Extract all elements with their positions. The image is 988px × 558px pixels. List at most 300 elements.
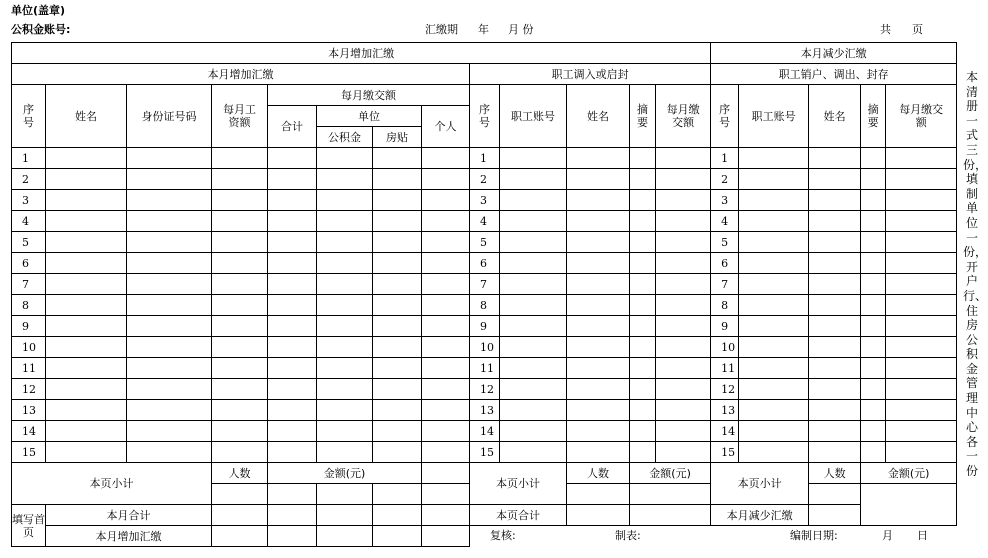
- empty-cell: [268, 211, 317, 232]
- empty-cell: [886, 211, 957, 232]
- empty-cell: [886, 379, 957, 400]
- row-number: 12: [12, 379, 46, 400]
- first-page-label: 填写首页: [12, 505, 46, 547]
- empty-cell: [127, 421, 212, 442]
- empty-cell: [861, 211, 886, 232]
- empty-cell: [46, 169, 127, 190]
- page-label: 页: [912, 23, 923, 36]
- empty-cell: [886, 400, 957, 421]
- empty-cell: [630, 421, 656, 442]
- col-monthly-pay-decrease: 每月缴交额: [886, 85, 957, 148]
- empty-cell: [809, 274, 861, 295]
- empty-cell: [656, 295, 711, 316]
- empty-cell: [630, 232, 656, 253]
- empty-cell: [212, 316, 268, 337]
- empty-cell: [567, 211, 630, 232]
- empty-cell: [212, 442, 268, 463]
- empty-cell: [500, 274, 567, 295]
- empty-cell: [656, 421, 711, 442]
- subtotal-amount-label: 金额(元): [268, 463, 422, 484]
- empty-cell: [739, 421, 809, 442]
- row-number: 13: [711, 400, 739, 421]
- empty-cell: [373, 274, 422, 295]
- empty-cell: [630, 295, 656, 316]
- empty-cell: [630, 442, 656, 463]
- empty-cell: [656, 253, 711, 274]
- row-number: 11: [711, 358, 739, 379]
- empty-cell: [127, 169, 212, 190]
- empty-cell: [317, 379, 373, 400]
- empty-cell: [500, 148, 567, 169]
- row-number: 15: [12, 442, 46, 463]
- empty-cell: [567, 232, 630, 253]
- increase-group-title: 本月增加汇缴: [12, 43, 711, 64]
- empty-cell: [373, 442, 422, 463]
- blank-cell: [567, 484, 630, 505]
- row-number: 13: [470, 400, 500, 421]
- row-number: 10: [12, 337, 46, 358]
- table-row: [12, 316, 957, 337]
- empty-cell: [373, 169, 422, 190]
- empty-cell: [127, 190, 212, 211]
- row-number: 3: [470, 190, 500, 211]
- row-number: 13: [12, 400, 46, 421]
- empty-cell: [809, 190, 861, 211]
- total-label: 共: [880, 23, 891, 36]
- page-subtotal-label: 本页小计: [12, 463, 212, 505]
- empty-cell: [317, 400, 373, 421]
- col-fund: 公积金: [317, 127, 373, 148]
- empty-cell: [268, 358, 317, 379]
- empty-cell: [809, 253, 861, 274]
- col-subsidy: 房贴: [373, 127, 422, 148]
- empty-cell: [656, 190, 711, 211]
- empty-cell: [886, 169, 957, 190]
- row-number: 9: [12, 316, 46, 337]
- table-row: [12, 421, 957, 442]
- empty-cell: [422, 274, 470, 295]
- row-number: 12: [711, 379, 739, 400]
- increase-subtitle: 本月增加汇缴: [12, 64, 470, 85]
- empty-cell: [500, 400, 567, 421]
- empty-cell: [809, 232, 861, 253]
- empty-cell: [422, 211, 470, 232]
- row-number: 10: [711, 337, 739, 358]
- empty-cell: [422, 148, 470, 169]
- row-number: 3: [711, 190, 739, 211]
- empty-cell: [373, 400, 422, 421]
- empty-cell: [268, 295, 317, 316]
- row-number: 5: [470, 232, 500, 253]
- empty-cell: [268, 148, 317, 169]
- empty-cell: [46, 358, 127, 379]
- empty-cell: [809, 442, 861, 463]
- empty-cell: [373, 148, 422, 169]
- empty-cell: [500, 337, 567, 358]
- col-unit: 单位: [317, 106, 422, 127]
- row-number: 12: [470, 379, 500, 400]
- empty-cell: [268, 316, 317, 337]
- empty-cell: [46, 232, 127, 253]
- table-row: [12, 358, 957, 379]
- empty-cell: [500, 232, 567, 253]
- row-number: 5: [711, 232, 739, 253]
- col-monthly-wage: 每月工资额: [212, 85, 268, 148]
- empty-cell: [422, 316, 470, 337]
- empty-cell: [500, 358, 567, 379]
- empty-cell: [373, 421, 422, 442]
- empty-cell: [212, 379, 268, 400]
- empty-cell: [317, 295, 373, 316]
- empty-cell: [739, 442, 809, 463]
- row-number: 1: [12, 148, 46, 169]
- empty-cell: [809, 400, 861, 421]
- empty-cell: [861, 253, 886, 274]
- empty-cell: [630, 379, 656, 400]
- empty-cell: [567, 295, 630, 316]
- empty-cell: [630, 400, 656, 421]
- empty-cell: [809, 379, 861, 400]
- empty-cell: [46, 148, 127, 169]
- table-row: [12, 253, 957, 274]
- empty-cell: [630, 190, 656, 211]
- empty-cell: [656, 232, 711, 253]
- empty-cell: [268, 169, 317, 190]
- empty-cell: [861, 358, 886, 379]
- empty-cell: [656, 211, 711, 232]
- empty-cell: [268, 400, 317, 421]
- empty-cell: [739, 295, 809, 316]
- empty-cell: [373, 337, 422, 358]
- row-number: 2: [470, 169, 500, 190]
- empty-cell: [809, 169, 861, 190]
- empty-cell: [630, 358, 656, 379]
- row-number: 15: [470, 442, 500, 463]
- row-number: 14: [711, 421, 739, 442]
- blank-cell: [317, 526, 373, 547]
- row-number: 7: [470, 274, 500, 295]
- blank-cell: [422, 526, 470, 547]
- empty-cell: [212, 232, 268, 253]
- empty-cell: [630, 211, 656, 232]
- year-label: 年: [478, 23, 489, 36]
- empty-cell: [886, 337, 957, 358]
- table-row: [12, 232, 957, 253]
- empty-cell: [567, 358, 630, 379]
- empty-cell: [567, 148, 630, 169]
- empty-cell: [861, 337, 886, 358]
- empty-cell: [268, 442, 317, 463]
- empty-cell: [886, 148, 957, 169]
- empty-cell: [373, 316, 422, 337]
- empty-cell: [656, 148, 711, 169]
- empty-cell: [886, 442, 957, 463]
- blank-cell: [373, 526, 422, 547]
- empty-cell: [739, 379, 809, 400]
- empty-cell: [127, 358, 212, 379]
- empty-cell: [656, 400, 711, 421]
- month-decrease-label: 本月减少汇缴: [711, 505, 809, 526]
- col-personal: 个人: [422, 106, 470, 148]
- blank-cell: [630, 484, 711, 505]
- blank-cell: [630, 505, 711, 526]
- empty-cell: [656, 169, 711, 190]
- empty-cell: [422, 379, 470, 400]
- blank-cell: [373, 505, 422, 526]
- empty-cell: [127, 148, 212, 169]
- empty-cell: [567, 190, 630, 211]
- table-row: [12, 400, 957, 421]
- empty-cell: [861, 442, 886, 463]
- empty-cell: [500, 253, 567, 274]
- empty-cell: [886, 253, 957, 274]
- col-seq-transfer: 序号: [470, 85, 500, 148]
- empty-cell: [567, 169, 630, 190]
- transfer-subtitle: 职工调入或启封: [470, 64, 711, 85]
- col-monthly-pay-transfer: 每月缴交额: [656, 85, 711, 148]
- empty-cell: [500, 211, 567, 232]
- empty-cell: [317, 274, 373, 295]
- date-day-label: 日: [917, 529, 928, 542]
- row-number: 11: [470, 358, 500, 379]
- date-label: 编制日期:: [790, 529, 838, 542]
- blank-cell: [861, 484, 957, 526]
- table-row: [12, 379, 957, 400]
- empty-cell: [739, 232, 809, 253]
- empty-cell: [656, 316, 711, 337]
- row-number: 9: [470, 316, 500, 337]
- empty-cell: [809, 421, 861, 442]
- empty-cell: [212, 148, 268, 169]
- col-summary-decrease: 摘要: [861, 85, 886, 148]
- col-monthly-payment: 每月缴交额: [268, 85, 470, 106]
- empty-cell: [809, 148, 861, 169]
- row-number: 8: [711, 295, 739, 316]
- empty-cell: [861, 274, 886, 295]
- row-number: 6: [470, 253, 500, 274]
- blank-cell: [268, 526, 317, 547]
- empty-cell: [739, 358, 809, 379]
- table-row: [12, 148, 957, 169]
- empty-cell: [861, 190, 886, 211]
- empty-cell: [567, 400, 630, 421]
- empty-cell: [127, 253, 212, 274]
- empty-cell: [739, 148, 809, 169]
- col-staff-account-decrease: 职工账号: [739, 85, 809, 148]
- empty-cell: [739, 211, 809, 232]
- empty-cell: [656, 358, 711, 379]
- row-number: 1: [711, 148, 739, 169]
- row-number: 8: [12, 295, 46, 316]
- empty-cell: [373, 253, 422, 274]
- col-name: 姓名: [46, 85, 127, 148]
- empty-cell: [373, 295, 422, 316]
- empty-cell: [127, 295, 212, 316]
- empty-cell: [861, 169, 886, 190]
- empty-cell: [212, 169, 268, 190]
- empty-cell: [656, 274, 711, 295]
- col-seq: 序号: [12, 85, 46, 148]
- empty-cell: [422, 190, 470, 211]
- signature-row: [470, 526, 957, 547]
- row-number: 4: [470, 211, 500, 232]
- row-number: 10: [470, 337, 500, 358]
- blank-cell: [268, 484, 317, 505]
- empty-cell: [809, 337, 861, 358]
- empty-cell: [268, 253, 317, 274]
- empty-cell: [46, 400, 127, 421]
- empty-cell: [567, 274, 630, 295]
- row-number: 7: [12, 274, 46, 295]
- empty-cell: [46, 190, 127, 211]
- col-seq-decrease: 序号: [711, 85, 739, 148]
- blank-cell: [422, 484, 470, 505]
- unit-seal-label: 单位(盖章): [11, 4, 66, 17]
- row-number: 9: [711, 316, 739, 337]
- decrease-amount-label: 金额(元): [861, 463, 957, 484]
- empty-cell: [373, 358, 422, 379]
- side-note: 本清册一式三份，填制单位一份，开户行、住房公积金管理中心各一份: [963, 70, 988, 479]
- empty-cell: [317, 421, 373, 442]
- row-number: 14: [12, 421, 46, 442]
- empty-cell: [739, 274, 809, 295]
- page-total-label: 本页合计: [470, 505, 567, 526]
- empty-cell: [422, 169, 470, 190]
- month-total-label: 本月合计: [46, 505, 212, 526]
- empty-cell: [127, 337, 212, 358]
- row-number: 2: [12, 169, 46, 190]
- empty-cell: [500, 421, 567, 442]
- row-number: 15: [711, 442, 739, 463]
- empty-cell: [212, 337, 268, 358]
- empty-cell: [268, 190, 317, 211]
- empty-cell: [500, 169, 567, 190]
- empty-cell: [46, 379, 127, 400]
- empty-cell: [739, 253, 809, 274]
- empty-cell: [268, 379, 317, 400]
- empty-cell: [886, 316, 957, 337]
- remittance-table: [11, 42, 957, 547]
- empty-cell: [46, 253, 127, 274]
- empty-cell: [46, 337, 127, 358]
- blank-cell: [567, 505, 630, 526]
- empty-cell: [422, 421, 470, 442]
- empty-cell: [861, 379, 886, 400]
- decrease-people-label: 人数: [809, 463, 861, 484]
- subtotal-people-label: 人数: [212, 463, 268, 484]
- row-number: 4: [711, 211, 739, 232]
- empty-cell: [886, 421, 957, 442]
- empty-cell: [127, 211, 212, 232]
- empty-cell: [630, 316, 656, 337]
- account-label: 公积金账号:: [11, 23, 71, 36]
- empty-cell: [567, 442, 630, 463]
- row-number: 4: [12, 211, 46, 232]
- empty-cell: [809, 316, 861, 337]
- empty-cell: [861, 232, 886, 253]
- empty-cell: [630, 169, 656, 190]
- empty-cell: [739, 400, 809, 421]
- col-name-transfer: 姓名: [567, 85, 630, 148]
- row-number: 1: [470, 148, 500, 169]
- blank-cell: [809, 505, 861, 526]
- empty-cell: [567, 421, 630, 442]
- empty-cell: [422, 295, 470, 316]
- table-row: [12, 169, 957, 190]
- empty-cell: [422, 358, 470, 379]
- empty-cell: [212, 421, 268, 442]
- empty-cell: [886, 190, 957, 211]
- row-number: 8: [470, 295, 500, 316]
- row-number: 6: [711, 253, 739, 274]
- empty-cell: [212, 211, 268, 232]
- empty-cell: [127, 400, 212, 421]
- empty-cell: [46, 295, 127, 316]
- transfer-subtotal-label: 本页小计: [470, 463, 567, 505]
- empty-cell: [212, 274, 268, 295]
- empty-cell: [567, 379, 630, 400]
- empty-cell: [500, 295, 567, 316]
- decrease-subtotal-label: 本页小计: [711, 463, 809, 505]
- empty-cell: [567, 337, 630, 358]
- empty-cell: [373, 211, 422, 232]
- empty-cell: [46, 316, 127, 337]
- empty-cell: [656, 379, 711, 400]
- empty-cell: [422, 400, 470, 421]
- empty-cell: [500, 442, 567, 463]
- empty-cell: [268, 421, 317, 442]
- empty-cell: [317, 442, 373, 463]
- empty-cell: [567, 253, 630, 274]
- period-label: 汇缴期: [425, 23, 458, 36]
- empty-cell: [212, 400, 268, 421]
- empty-cell: [422, 442, 470, 463]
- empty-cell: [422, 253, 470, 274]
- empty-cell: [886, 232, 957, 253]
- row-number: 11: [12, 358, 46, 379]
- empty-cell: [861, 316, 886, 337]
- col-summary: 摘要: [630, 85, 656, 148]
- preparer-label: 制表:: [615, 529, 641, 542]
- empty-cell: [739, 337, 809, 358]
- empty-cell: [212, 358, 268, 379]
- blank-cell: [422, 463, 470, 484]
- blank-cell: [268, 505, 317, 526]
- month-increase-label: 本月增加汇缴: [46, 526, 212, 547]
- empty-cell: [127, 316, 212, 337]
- empty-cell: [739, 169, 809, 190]
- empty-cell: [656, 442, 711, 463]
- empty-cell: [373, 190, 422, 211]
- empty-cell: [861, 295, 886, 316]
- table-row: [12, 211, 957, 232]
- blank-cell: [212, 505, 268, 526]
- empty-cell: [317, 190, 373, 211]
- empty-cell: [739, 316, 809, 337]
- empty-cell: [809, 211, 861, 232]
- empty-cell: [373, 379, 422, 400]
- empty-cell: [268, 274, 317, 295]
- empty-cell: [630, 148, 656, 169]
- blank-cell: [212, 526, 268, 547]
- blank-cell: [422, 505, 470, 526]
- row-number: 6: [12, 253, 46, 274]
- empty-cell: [422, 337, 470, 358]
- empty-cell: [500, 190, 567, 211]
- empty-cell: [739, 190, 809, 211]
- row-number: 3: [12, 190, 46, 211]
- empty-cell: [317, 337, 373, 358]
